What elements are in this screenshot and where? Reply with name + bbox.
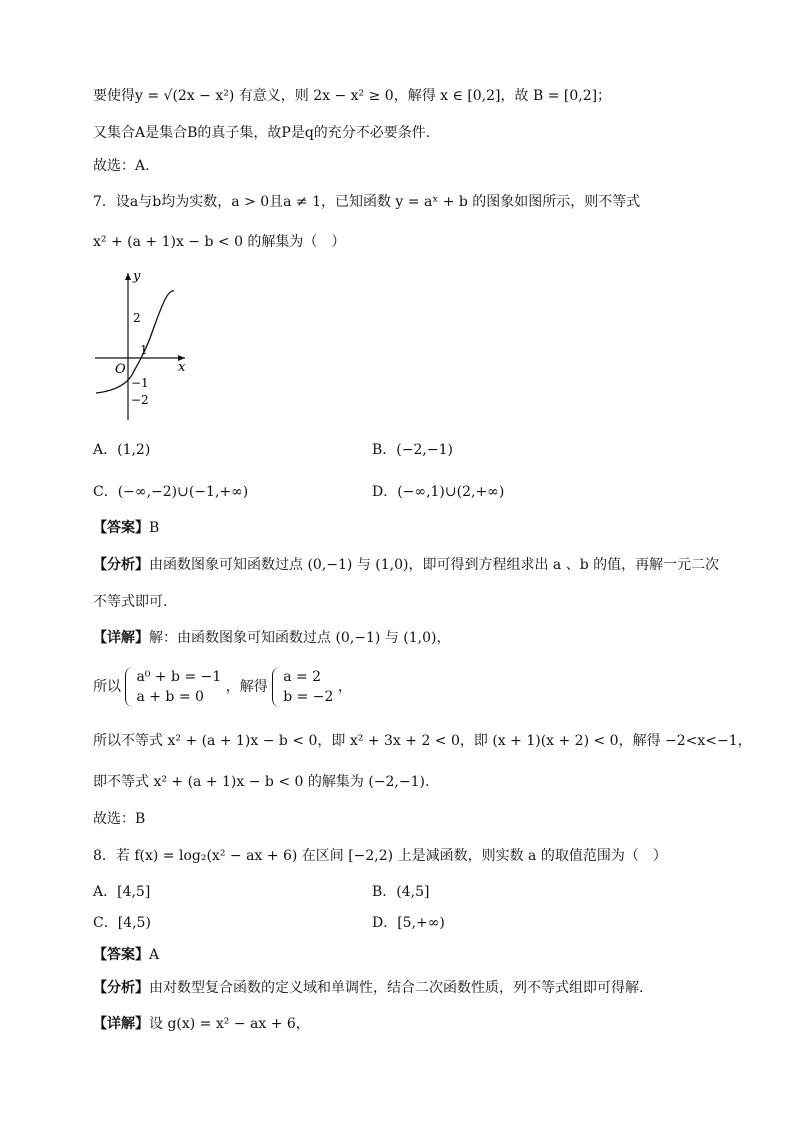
system-prefix: 所以 [93, 679, 121, 695]
system-mid: ，解得 [225, 679, 268, 695]
detail-7-inequality: 所以不等式 x² + (a + 1)x − b < 0，即 x² + 3x + 2 < 0，即 (x + 1)(x + 2) < 0，解得 −2<x<−1， [93, 733, 752, 749]
question-8-stem: 8．若 f(x) = log₂(x² − ax + 6) 在区间 [−2,2) 上是减函数，则实数 a 的取值范围为（ ） [93, 848, 667, 864]
detail-text: 设 g(x) = x² − ax + 6， [149, 1016, 310, 1032]
option-8-a: A．[4,5] [93, 884, 151, 900]
option-7-c: C．(−∞,−2)∪(−1,+∞) [93, 484, 249, 500]
detail-text: 解：由函数图象可知函数过点 (0,−1) 与 (1,0)， [149, 630, 451, 646]
option-8-d: D．[5,+∞) [372, 915, 445, 931]
detail-7-solution: 即不等式 x² + (a + 1)x − b < 0 的解集为 (−2,−1). [93, 774, 430, 790]
answer-7 [93, 518, 159, 538]
question-7-stem: 7．设a与b均为实数，a > 0且a ≠ 1，已知函数 y = aˣ + b 的图象如图所示，则不等式 [93, 194, 641, 210]
answer-value: B [149, 520, 160, 536]
question-7-inequality: x² + (a + 1)x − b < 0 的解集为（ ） [93, 234, 346, 250]
system-1-eq-1: a⁰ + b = −1 [136, 669, 222, 685]
analysis-tag: 【分析】 [93, 980, 149, 996]
option-8-b: B．(4,5] [372, 884, 430, 900]
detail-tag: 【详解】 [93, 1016, 149, 1032]
analysis-8 [93, 978, 643, 998]
answer-value: A [149, 947, 160, 963]
y-label: y [133, 269, 141, 284]
line-subset: 又集合A是集合B的真子集，故P是q的充分不必要条件. [93, 125, 431, 141]
tick-label-2: 2 [133, 311, 141, 325]
system-1-eq-2: a + b = 0 [136, 689, 204, 705]
function-graph [90, 265, 200, 425]
tick-label-1: 1 [140, 343, 148, 357]
option-7-d: D．(−∞,1)∪(2,+∞) [372, 484, 505, 500]
tick-label-m1: −1 [131, 376, 149, 390]
system-2-eq-2: b = −2 [283, 689, 334, 705]
detail-8 [93, 1014, 310, 1034]
equation-system-1 [125, 667, 221, 707]
detail-tag: 【详解】 [93, 630, 149, 646]
option-8-c: C．[4,5) [93, 915, 151, 931]
analysis-text: 由对数型复合函数的定义域和单调性，结合二次函数性质，列不等式组即可得解. [149, 980, 644, 996]
line-condition: 要使得y = √(2x − x²) 有意义，则 2x − x² ≥ 0，解得 x ∈ [0,2]，故 B = [0,2]； [93, 88, 612, 104]
choose-7: 故选：B [93, 811, 146, 827]
detail-7 [93, 628, 450, 648]
analysis-7-cont: 不等式即可. [93, 594, 168, 610]
option-7-b: B．(−2,−1) [372, 442, 453, 458]
origin-label: O [115, 362, 126, 377]
equation-system-2 [272, 667, 333, 707]
option-7-a: A．(1,2) [93, 442, 151, 458]
analysis-text: 由函数图象可知函数过点 (0,−1) 与 (1,0)，即可得到方程组求出 a 、b 的值，再解一元二次 [149, 557, 720, 573]
answer-tag: 【答案】 [93, 947, 149, 963]
analysis-7 [93, 555, 719, 575]
tick-label-m2: −2 [131, 393, 149, 407]
detail-7-system [93, 667, 352, 707]
answer-tag: 【答案】 [93, 520, 149, 536]
analysis-tag: 【分析】 [93, 557, 149, 573]
system-suffix: ， [337, 679, 352, 695]
x-label: x [178, 360, 186, 375]
answer-8 [93, 945, 159, 965]
system-2-eq-1: a = 2 [283, 669, 322, 685]
line-choose-a: 故选：A. [93, 158, 150, 174]
y-axis-arrow [125, 273, 131, 280]
